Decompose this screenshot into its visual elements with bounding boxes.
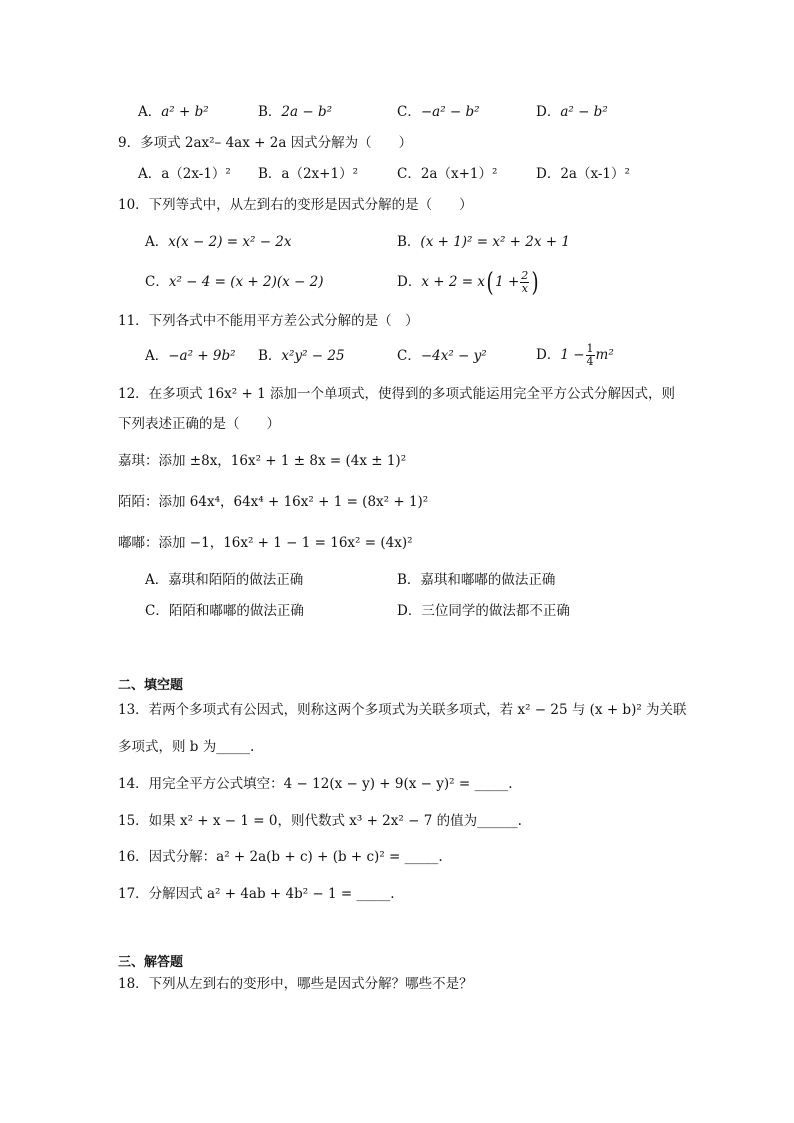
q8-option-d (536, 102, 608, 122)
fraction-numerator: 1 (586, 342, 594, 355)
section-heading-fill-in: 二、填空题 (118, 678, 184, 693)
option-expression: x + 2 = x (421, 274, 485, 290)
q8-option-b (258, 102, 332, 122)
option-expression: (x + 1)² = x² + 2x + 1 (420, 234, 570, 250)
option-expression: a² − b² (560, 104, 608, 120)
q11-option-a (145, 346, 236, 366)
option-letter: A． (145, 348, 169, 364)
q12-option-d: D．三位同学的做法都不正确 (397, 603, 570, 619)
q18: 18．下列从左到右的变形中，哪些是因式分解？哪些不是？ (118, 976, 473, 992)
q9-option-b: B．a（2x+1）² (258, 166, 358, 182)
q9-option-d: D．2a（x-1）² (536, 166, 630, 182)
q13-line2: 多项式，则 b 为_____. (118, 739, 255, 755)
q10-option-c (145, 272, 324, 292)
option-letter: A． (138, 104, 162, 120)
option-expression: x² − 4 = (x + 2)(x − 2) (168, 274, 324, 290)
q8-option-c (397, 102, 480, 122)
option-expression: 2a − b² (281, 104, 333, 120)
fraction-numerator: 2 (521, 269, 529, 282)
option-expression-inner: 1 + (495, 274, 520, 290)
q12-option-b: B．嘉琪和嘟嘟的做法正确 (397, 572, 556, 588)
q11-option-c (397, 346, 487, 366)
q16: 16．因式分解：a² + 2a(b + c) + (b + c)² = _____. (118, 849, 443, 865)
q9-option-c: C．2a（x+1）² (397, 166, 498, 182)
q11-stem: 11．下列各式中不能用平方差公式分解的是（ ） (118, 313, 419, 329)
q12-option-a: A．嘉琪和陌陌的做法正确 (145, 572, 304, 588)
option-letter: B． (258, 104, 282, 120)
q11-option-b (258, 346, 345, 366)
q12-dudu: 嘟嘟：添加 −1，16x² + 1 − 1 = 16x² = (4x)² (118, 535, 413, 551)
option-letter: D． (397, 274, 422, 290)
q8-option-a (138, 102, 209, 122)
q15: 15．如果 x² + x − 1 = 0，则代数式 x³ + 2x² − 7 的值为______. (118, 813, 522, 829)
option-expression: 1 − (560, 347, 585, 363)
option-letter: B． (258, 348, 282, 364)
q10-option-d: D．x + 2 = x( 1 + $\frac{2}{x}$ ) (397, 267, 539, 298)
option-expression-tail: m² (595, 347, 614, 363)
option-letter: A． (145, 234, 169, 250)
option-letter: C． (145, 274, 169, 290)
q12-option-c: C．陌陌和嘟嘟的做法正确 (145, 603, 304, 619)
fraction-denominator: x (521, 282, 528, 295)
fraction (520, 270, 529, 295)
q10-option-b (397, 232, 570, 252)
option-letter: D． (536, 347, 561, 363)
option-letter: D． (536, 104, 561, 120)
option-letter: C． (397, 348, 421, 364)
fraction-denominator: 4 (586, 355, 594, 368)
option-letter: C． (397, 104, 421, 120)
fraction (586, 343, 595, 368)
q9-stem: 9．多项式 2ax²– 4ax + 2a 因式分解为（ ） (118, 135, 413, 151)
q13-line1: 13．若两个多项式有公因式，则称这两个多项式为关联多项式，若 x² − 25 与 (x + b)² 为关联 (118, 702, 687, 718)
option-expression: x(x − 2) = x² − 2x (168, 234, 292, 250)
q10-option-a (145, 232, 292, 252)
q10-stem: 10．下列等式中，从左到右的变形是因式分解的是（ ） (118, 197, 473, 213)
q9-option-a: A．a（2x-1）² (138, 166, 231, 182)
q11-option-d (536, 340, 614, 370)
option-expression: x²y² − 25 (281, 348, 345, 364)
q12-jiaqi: 嘉琪：添加 ±8x，16x² + 1 ± 8x = (4x ± 1)² (118, 453, 407, 469)
option-expression: a² + b² (161, 104, 209, 120)
q17: 17．分解因式 a² + 4ab + 4b² − 1 = _____. (118, 886, 395, 902)
section-heading-solve: 三、解答题 (118, 955, 184, 970)
option-expression: −a² − b² (420, 104, 480, 120)
q12-momo: 陌陌：添加 64x⁴，64x⁴ + 16x² + 1 = (8x² + 1)² (118, 494, 429, 510)
q14: 14．用完全平方公式填空：4 − 12(x − y) + 9(x − y)² = _____. (118, 776, 513, 792)
option-expression: −4x² − y² (420, 348, 487, 364)
q12-stem-line2: 下列表述正确的是（ ） (118, 416, 280, 432)
q12-stem-line1: 12．在多项式 16x² + 1 添加一个单项式，使得到的多项式能运用完全平方公式分解因式，则 (118, 386, 675, 402)
option-letter: B． (397, 234, 421, 250)
option-expression: −a² + 9b² (168, 348, 236, 364)
